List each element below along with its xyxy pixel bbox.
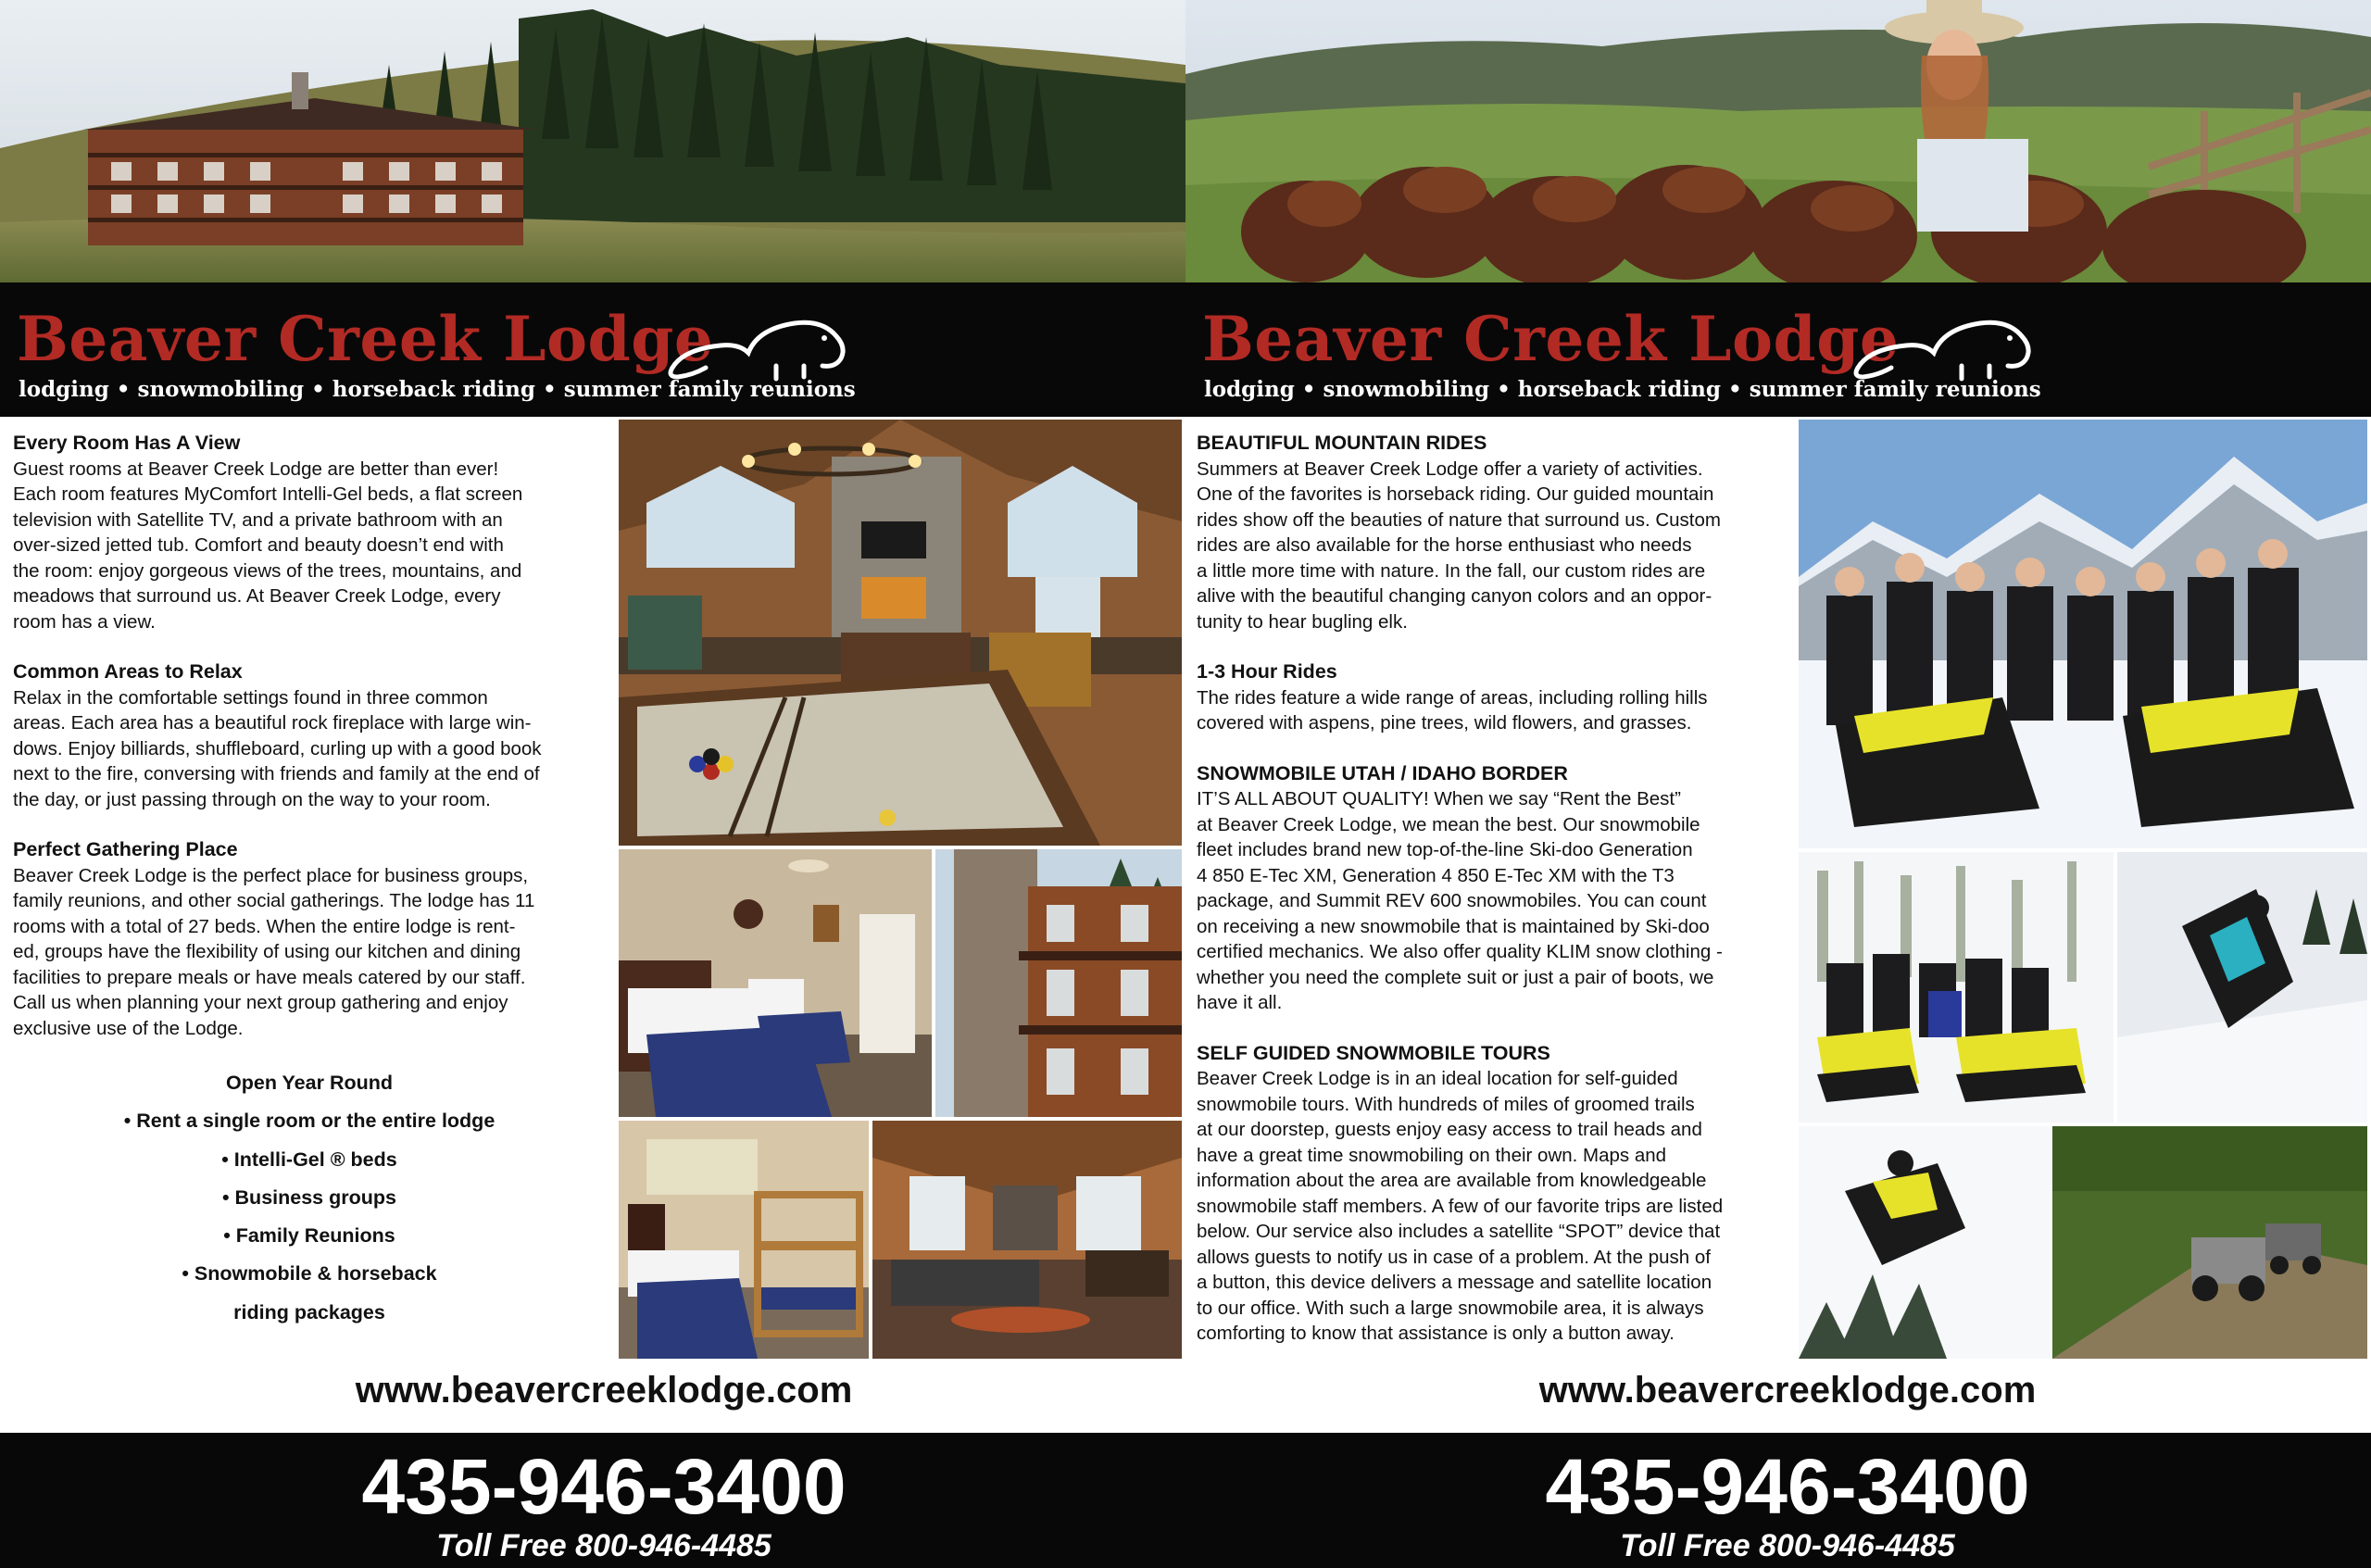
utv-trail-photo bbox=[2052, 1126, 2367, 1359]
snowmobile-jump-photo bbox=[2117, 852, 2367, 1123]
lodge-exterior-photo bbox=[0, 0, 1186, 282]
section-body: The rides feature a wide range of areas, including rolling hills covered with aspens, pine trees, wild flowers, and grasses. bbox=[1197, 686, 1708, 734]
list-item: riding packages bbox=[233, 1300, 385, 1323]
brand-tagline: lodging • snowmobiling • horseback riding • summer family reunions bbox=[1204, 377, 2041, 402]
brand-banner bbox=[1186, 282, 2371, 417]
section-heading: SELF GUIDED SNOWMOBILE TOURS bbox=[1197, 1041, 1550, 1064]
section-every-room bbox=[13, 431, 606, 634]
section-gathering-place bbox=[13, 837, 606, 1041]
list-item: • Snowmobile & horseback bbox=[182, 1262, 437, 1286]
website-link[interactable]: www.beavercreeklodge.com bbox=[1538, 1370, 2037, 1411]
section-body: Guest rooms at Beaver Creek Lodge are better than ever! Each room features MyComfort Intelli-Gel beds, a flat screen television with Satellite TV, and a private bathroom with an over-sized jetted tub. Comfort and beauty doesn’t end with the room: enjoy gorgeous views of the trees, mountains, and meadows that surround us. At Beaver Creek Lodge, every room has a view. bbox=[13, 458, 523, 633]
section-hour-rides bbox=[1197, 659, 1797, 736]
activities-text-column bbox=[1197, 431, 1797, 1372]
lodging-text-column bbox=[13, 431, 606, 1066]
living-room-photo bbox=[872, 1121, 1182, 1359]
list-item: • Business groups bbox=[222, 1185, 396, 1209]
list-item: Open Year Round bbox=[226, 1072, 393, 1094]
contact-footer bbox=[1186, 1433, 2371, 1568]
section-heading: Every Room Has A View bbox=[13, 432, 241, 454]
toll-free-number[interactable]: Toll Free 800-946-4485 bbox=[436, 1528, 772, 1563]
right-page bbox=[1186, 0, 2371, 1568]
section-heading: Common Areas to Relax bbox=[13, 660, 243, 683]
lodge-balcony-photo bbox=[935, 849, 1182, 1117]
bedroom-photo bbox=[619, 849, 932, 1117]
section-heading: 1-3 Hour Rides bbox=[1197, 660, 1337, 683]
section-heading: Perfect Gathering Place bbox=[13, 838, 238, 860]
brand-banner bbox=[0, 282, 1186, 417]
contact-footer bbox=[0, 1433, 1186, 1568]
list-item: • Family Reunions bbox=[223, 1224, 395, 1248]
list-item: • Intelli-Gel ® beds bbox=[221, 1148, 397, 1171]
brand-tagline: lodging • snowmobiling • horseback riding • summer family reunions bbox=[19, 377, 856, 402]
section-mountain-rides bbox=[1197, 431, 1797, 634]
section-body: Beaver Creek Lodge is the perfect place for business groups, family reunions, and other social gatherings. The lodge has 11 rooms with a total of 27 beds. When the entire lodge is rent- ed, groups have the flexibility of using our kitchen and dining facilities to prepare meals or have meals catered by our staff. Call us when planning your next group gathering and enjoy exclusive use of the Lodge. bbox=[13, 864, 535, 1039]
features-list bbox=[13, 1064, 606, 1332]
phone-number[interactable]: 435-946-3400 bbox=[1545, 1443, 2030, 1530]
website-link[interactable]: www.beavercreeklodge.com bbox=[355, 1370, 853, 1411]
section-body: Summers at Beaver Creek Lodge offer a variety of activities. One of the favorites is horseback riding. Our guided mountain rides show off the beauties of nature that surround us. Custom rides are also available for the horse enthusiast who needs a little more time with nature. In the fall, our custom rides are alive with the beautiful changing canyon colors and an oppor- tunity to hear bugling elk. bbox=[1197, 458, 1721, 633]
section-body: IT’S ALL ABOUT QUALITY! When we say “Rent the Best” at Beaver Creek Lodge, we mean the best. Our snowmobile fleet includes brand new top-of-the-line Ski-doo Generation 4 850 E-Tec XM, Generation 4 850 E-Tec XM with the T3 package, and Summit REV 600 snowmobiles. You can count on receiving a new snowmobile that is maintained by Ski-doo certified mechanics. We also offer quality KLIM snow clothing - whether you need the complete suit or just a pair of boots, we have it all. bbox=[1197, 788, 1723, 1013]
list-item: • Rent a single room or the entire lodge bbox=[123, 1110, 496, 1133]
section-heading: BEAUTIFUL MOUNTAIN RIDES bbox=[1197, 432, 1487, 454]
brand-title: Beaver Creek Lodge bbox=[1202, 303, 1900, 375]
cowgirl-saddles-photo bbox=[1186, 0, 2371, 282]
section-body: Relax in the comfortable settings found in three common areas. Each area has a beautiful rock fireplace with large win- dows. Enjoy billiards, shuffleboard, curling up with a good book next to the fire, conversing with friends and family at the end of the day, or just passing through on the way to your room. bbox=[13, 686, 542, 810]
section-heading: SNOWMOBILE UTAH / IDAHO BORDER bbox=[1197, 761, 1568, 784]
bunk-room-photo bbox=[619, 1121, 869, 1359]
phone-number[interactable]: 435-946-3400 bbox=[361, 1443, 847, 1530]
section-snowmobile-border bbox=[1197, 761, 1797, 1016]
brand-title: Beaver Creek Lodge bbox=[17, 303, 714, 375]
section-common-areas bbox=[13, 659, 606, 812]
snowmobile-group-photo bbox=[1799, 420, 2367, 848]
snowmobile-team-photo bbox=[1799, 852, 2114, 1123]
beaver-logo-icon bbox=[665, 312, 856, 386]
section-body: Beaver Creek Lodge is in an ideal location for self-guided snowmobile tours. With hundreds of miles of groomed trails at our doorstep, guests enjoy easy access to trail heads and have a great time snowmobiling on their own. Maps and information about the area are available from knowledgeable snowmobile staff members. A few of our favorite trips are listed below. Our service also includes a satellite “SPOT” device that allows guests to notify us in case of a problem. At the push of a button, this device delivers a message and satellite location to our office. With such a large snowmobile area, it is always comforting to know that assistance is only a button away. bbox=[1197, 1068, 1724, 1344]
beaver-logo-icon bbox=[1850, 312, 2041, 386]
section-self-guided-tours bbox=[1197, 1041, 1797, 1347]
great-room-photo bbox=[619, 420, 1182, 846]
toll-free-number[interactable]: Toll Free 800-946-4485 bbox=[1620, 1528, 1955, 1563]
